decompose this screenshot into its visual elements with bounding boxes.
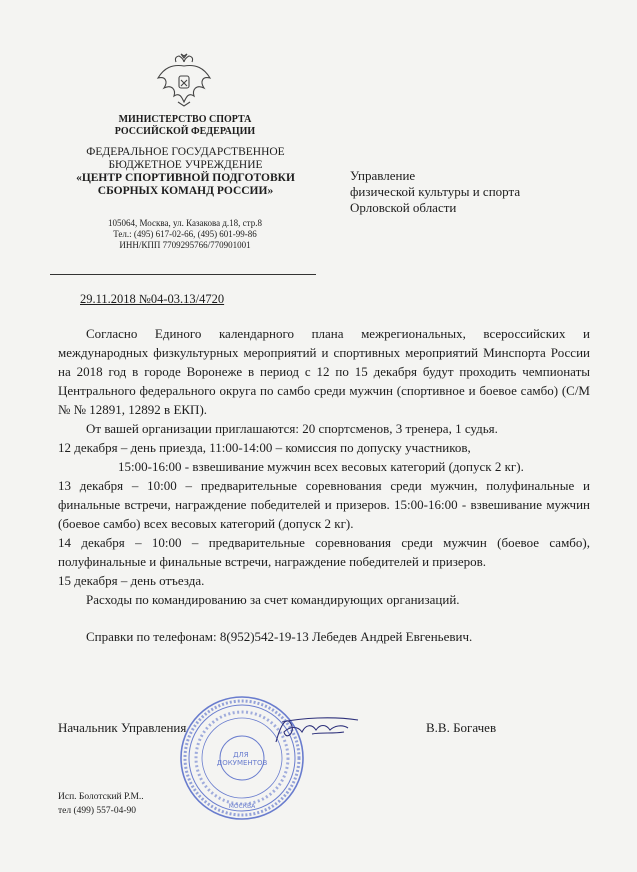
handwritten-signature: [272, 712, 362, 748]
recipient-line: Орловской области: [350, 200, 457, 215]
organization-header: [58, 146, 313, 198]
body-paragraph: Согласно Единого календарного плана межрегиональных, всероссийских и международных физкультурных мероприятий и спортивных мероприятий Минспорта России на 2018 год в городе Воронеже в период с 12 по 15 декабря будут проходить чемпионаты Центрального федерального округа по самбо среди мужчин (спортивное и боевое самбо) (С/М № № 12891, 12892 в ЕКП).: [58, 326, 590, 417]
phones-line: Тел.: (495) 617-02-66, (495) 601-99-86: [113, 229, 257, 239]
org-name-line: «ЦЕНТР СПОРТИВНОЙ ПОДГОТОВКИ: [76, 172, 295, 184]
header-divider: [50, 274, 316, 275]
recipient-line: Управление: [350, 168, 416, 183]
organization-address: [80, 218, 290, 251]
body-paragraph: От вашей организации приглашаются: 20 спортсменов, 3 тренера, 1 судья.: [86, 421, 498, 436]
schedule-item: 15:00-16:00 - взвешивание мужчин всех весовых категорий (допуск 2 кг).: [118, 459, 524, 474]
signatory-title: Начальник Управления: [58, 720, 187, 735]
recipient-line: физической культуры и спорта: [350, 184, 521, 199]
schedule-item: 12 декабря – день приезда, 11:00-14:00 – комиссия по допуску участников,: [58, 440, 471, 455]
registration-number: 29.11.2018 №04-03.13/4720: [80, 292, 225, 306]
executor-block: [58, 790, 144, 818]
stamp-city-text: МОСКВА: [228, 803, 256, 810]
stamp-center-text: ДЛЯ ДОКУМЕНТОВ: [216, 751, 268, 767]
coat-of-arms-icon: [154, 52, 214, 108]
ministry-header: [90, 114, 280, 138]
inn-line: ИНН/КПП 7709295766/770901001: [119, 240, 251, 250]
body-paragraph: Расходы по командированию за счет командирующих организаций.: [86, 592, 460, 607]
signatory-name: В.В. Богачев: [426, 720, 497, 735]
schedule-item: 15 декабря – день отъезда.: [58, 573, 205, 588]
paragraph-gap: [58, 609, 590, 627]
address-line: 105064, Москва, ул. Казакова д.18, стр.8: [108, 218, 262, 228]
contact-paragraph: Справки по телефонам: 8(952)542-19-13 Лебедев Андрей Евгеньевич.: [86, 629, 473, 644]
executor-name: Исп. Болотский Р.М..: [58, 792, 144, 802]
recipient-block: [350, 168, 590, 216]
schedule-item: 13 декабря – 10:00 – предварительные соревнования среди мужчин, полуфинальные и финальные встречи, награждение победителей и призеров. 15:00-16:00 - взвешивание мужчин (боевое самбо) всех весовых категорий (допуск 2 кг).: [58, 478, 590, 531]
ministry-line: РОССИЙСКОЙ ФЕДЕРАЦИИ: [114, 126, 256, 137]
executor-phone: тел (499) 557-04-90: [58, 806, 137, 816]
ministry-line: МИНИСТЕРСТВО СПОРТА: [118, 114, 252, 125]
schedule-item: 14 декабря – 10:00 – предварительные соревнования среди мужчин (боевое самбо), полуфинальные и финальные встречи, награждение победителей и призеров.: [58, 535, 590, 569]
org-line: БЮДЖЕТНОЕ УЧРЕЖДЕНИЕ: [108, 159, 263, 171]
org-line: ФЕДЕРАЛЬНОЕ ГОСУДАРСТВЕННОЕ: [86, 146, 285, 158]
org-name-line: СБОРНЫХ КОМАНД РОССИИ»: [97, 185, 274, 197]
letter-body: [58, 324, 590, 646]
